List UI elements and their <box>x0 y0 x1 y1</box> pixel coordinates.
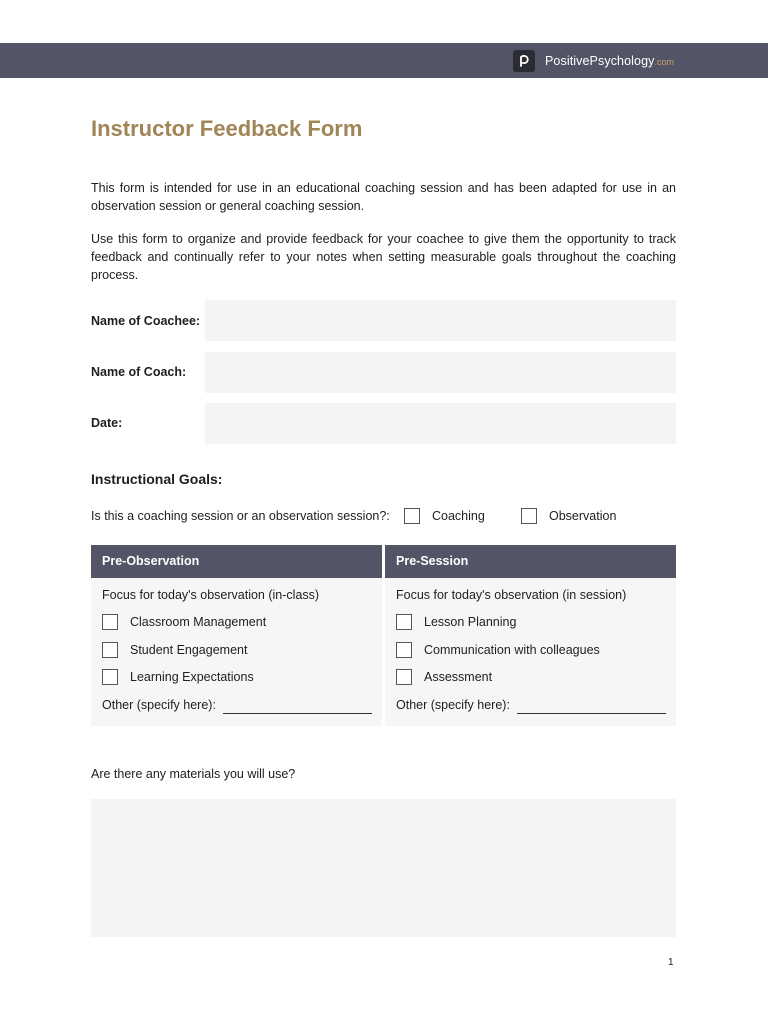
focus-table <box>91 545 676 726</box>
pre-session-focus: Focus for today's observation (in session) <box>396 588 627 602</box>
materials-textarea[interactable] <box>91 799 676 937</box>
lesson-planning-checkbox[interactable] <box>396 614 412 630</box>
brand-tld: .com <box>654 57 674 67</box>
instructional-goals-title: Instructional Goals: <box>91 471 223 487</box>
pre-session-header: Pre-Session <box>385 545 676 578</box>
pre-observation-focus: Focus for today's observation (in-class) <box>102 588 320 602</box>
coachee-field[interactable] <box>205 300 676 341</box>
student-engagement-checkbox[interactable] <box>102 642 118 658</box>
pre-session-other-input[interactable] <box>517 713 666 714</box>
date-field[interactable] <box>205 403 676 444</box>
coachee-label: Name of Coachee: <box>91 314 201 328</box>
assessment-checkbox[interactable] <box>396 669 412 685</box>
coaching-label: Coaching <box>432 509 485 523</box>
coach-label: Name of Coach: <box>91 365 187 379</box>
classroom-management-label: Classroom Management <box>130 615 267 629</box>
pre-observation-column <box>91 545 382 726</box>
learning-expectations-label: Learning Expectations <box>130 670 254 684</box>
observation-label: Observation <box>549 509 617 523</box>
pre-observation-other-input[interactable] <box>223 713 372 714</box>
brand <box>513 50 674 72</box>
pre-observation-other-label: Other (specify here): <box>102 698 216 712</box>
pre-session-other-label: Other (specify here): <box>396 698 510 712</box>
page-title: Instructor Feedback Form <box>91 116 363 141</box>
learning-expectations-checkbox[interactable] <box>102 669 118 685</box>
page-number: 1 <box>668 957 674 968</box>
communication-label: Communication with colleagues <box>424 643 600 657</box>
communication-checkbox[interactable] <box>396 642 412 658</box>
coaching-checkbox[interactable] <box>404 508 420 524</box>
session-question: Is this a coaching session or an observation session?: <box>91 509 390 523</box>
classroom-management-checkbox[interactable] <box>102 614 118 630</box>
p-logo-icon <box>513 50 535 72</box>
pre-session-column <box>385 545 676 726</box>
intro-paragraph-1: This form is intended for use in an educational coaching session and has been adapted for use in an observation session or general coaching session. <box>91 181 676 213</box>
observation-checkbox[interactable] <box>521 508 537 524</box>
coach-field[interactable] <box>205 352 676 393</box>
assessment-label: Assessment <box>424 670 493 684</box>
intro-paragraph-2: Use this form to organize and provide feedback for your coachee to give them the opportunity to track feedback and continually refer to your notes when setting measurable goals throughout the coaching process. <box>91 232 676 282</box>
pre-observation-header: Pre-Observation <box>91 545 382 578</box>
brand-name: PositivePsychology <box>544 54 655 68</box>
header-bar <box>0 43 768 78</box>
lesson-planning-label: Lesson Planning <box>424 615 517 629</box>
materials-question: Are there any materials you will use? <box>91 767 296 781</box>
date-label: Date: <box>91 416 123 430</box>
student-engagement-label: Student Engagement <box>130 643 248 657</box>
